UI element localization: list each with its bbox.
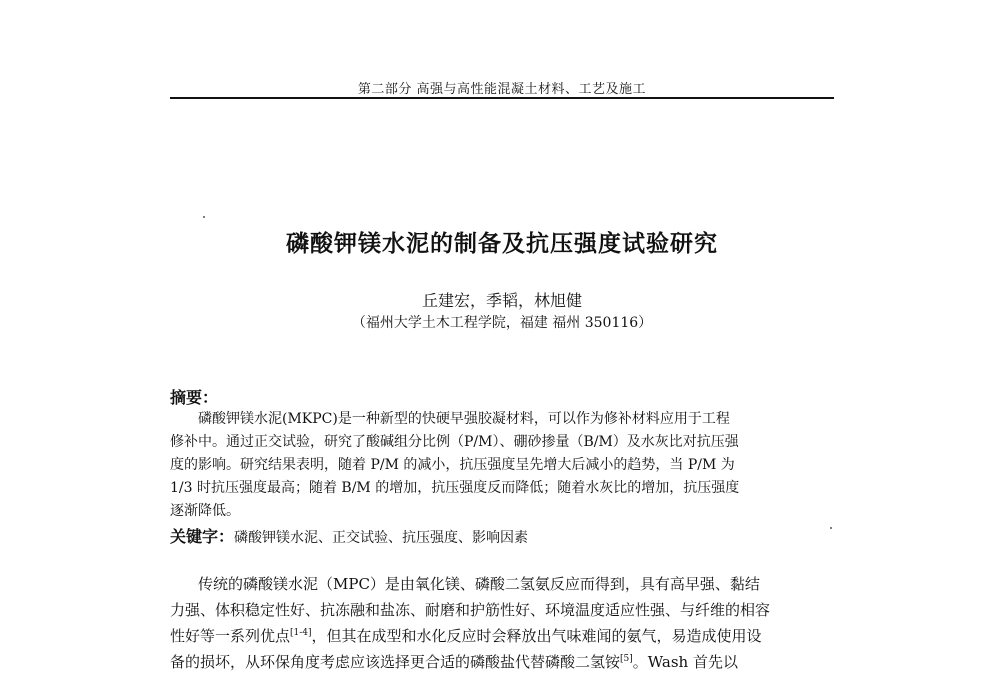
scan-speck <box>203 216 205 218</box>
intro-line: 力强、体积稳定性好、抗冻融和盐冻、耐磨和护筋性好、环境温度适应性强、与纤维的相容 <box>170 601 771 619</box>
intro-line: 传统的磷酸镁水泥（MPC）是由氧化镁、磷酸二氢氨反应而得到，具有高早强、黏结 <box>198 575 760 593</box>
keywords-label: 关键字： <box>170 527 235 546</box>
abstract-line: 逐渐降低。 <box>170 503 240 519</box>
intro-text: 。Wash 首先以 <box>632 653 738 671</box>
paper-title: 磷酸钾镁水泥的制备及抗压强度试验研究 <box>286 231 718 257</box>
intro-line <box>170 649 860 675</box>
affiliation: （福州大学土木工程学院，福建 福州 350116） <box>351 315 653 331</box>
citation: [5] <box>620 654 633 664</box>
running-head: 第二部分 高强与高性能混凝土材料、工艺及施工 <box>357 82 647 97</box>
abstract-line: 磷酸钾镁水泥(MKPC)是一种新型的快硬早强胶凝材料，可以作为修补材料应用于工程 <box>198 411 730 427</box>
intro-text: 备的损坏，从环保角度考虑应该选择更合适的磷酸盐代替磷酸二氢铵 <box>170 653 621 671</box>
abstract-body <box>170 408 860 523</box>
authors: 丘建宏，季韬，林旭健 <box>421 291 582 310</box>
citation: [1-4] <box>290 628 312 638</box>
header-rule <box>170 97 834 99</box>
abstract-heading: 摘要： <box>170 388 219 407</box>
abstract-line: 度的影响。研究结果表明，随着 P/M 的减小，抗压强度呈先增大后减小的趋势，当 P/M 为 <box>170 457 735 473</box>
abstract-line: 1/3 时抗压强度最高；随着 B/M 的增加，抗压强度反而降低；随着水灰比的增加，抗压强度 <box>170 480 740 496</box>
keywords-text: 磷酸钾镁水泥、正交试验、抗压强度、影响因素 <box>234 530 529 546</box>
intro-text: ，但其在成型和水化反应时会释放出气味难闻的氨气，易造成使用设 <box>311 627 762 645</box>
keywords-row <box>170 524 860 547</box>
intro-paragraph <box>170 571 860 675</box>
abstract-line: 修补中。通过正交试验，研究了酸碱组分比例（P/M）、硼砂掺量（B/M）及水灰比对抗压强 <box>170 434 739 450</box>
intro-text: 性好等一系列优点 <box>170 627 291 645</box>
intro-line <box>170 623 860 649</box>
